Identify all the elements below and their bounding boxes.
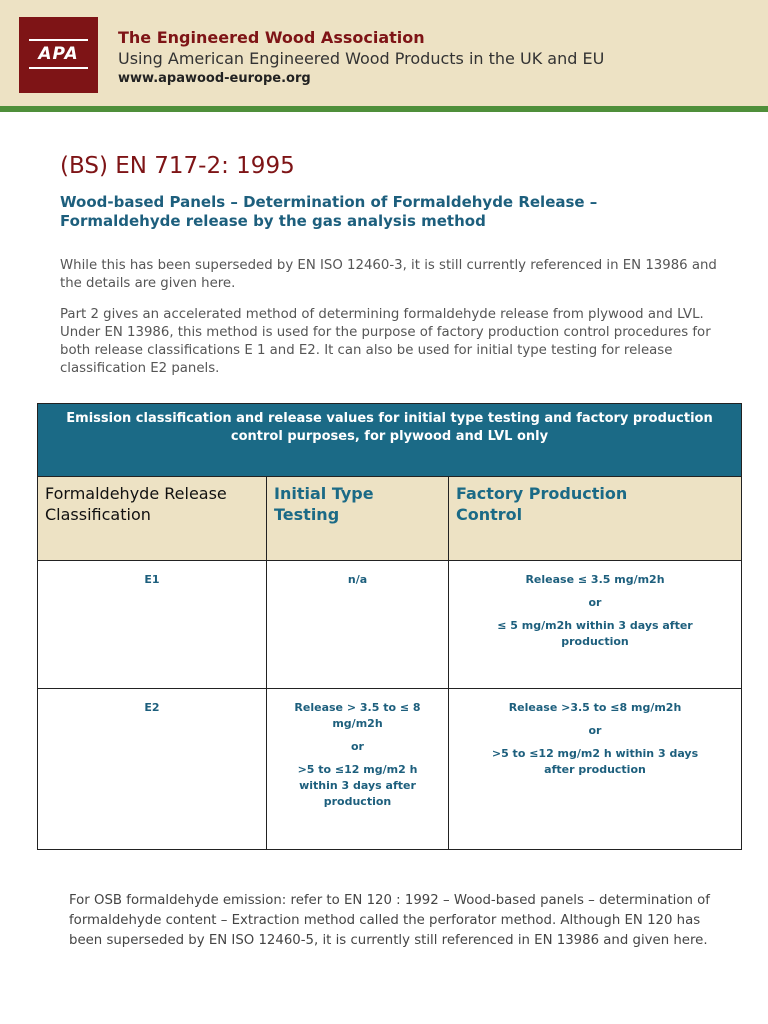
table-row-e1-classification (38, 572, 266, 595)
osb-note-paragraph: For OSB formaldehyde emission: refer to EN 120 : 1992 – Wood-based panels – determination of formaldehyde content – Extraction method called the perforator method. Although EN 120 has been superseded by EN ISO 12460-5, it is currently still referenced in EN 13986 and given here. (69, 893, 710, 948)
logo-top-rule (29, 39, 88, 41)
cell-text: E1 (144, 573, 160, 586)
cell-text: or (351, 740, 364, 753)
document-subtitle: Wood-based Panels – Determination of Formaldehyde Release – Formaldehyde release by the gas analysis method (60, 193, 598, 230)
cell-text: Release > 3.5 to ≤ 8 mg/m2h (294, 701, 421, 730)
cell-text: or (588, 724, 602, 737)
cell-text: or (588, 596, 602, 609)
row-divider (38, 688, 741, 689)
header-factory-production-control: Factory Production Control (456, 484, 628, 524)
column-divider (448, 476, 449, 850)
header-divider (0, 106, 768, 112)
organization-tagline: Using American Engineered Wood Products in the UK and EU (118, 49, 605, 68)
cell-text: Release >3.5 to ≤8 mg/m2h (508, 701, 682, 714)
cell-text: Release ≤ 3.5 mg/m2h (525, 573, 665, 586)
intro-paragraph: While this has been superseded by EN ISO 12460-3, it is still currently referenced in EN 13986 and the details are given here. (60, 258, 717, 291)
cell-text: n/a (347, 573, 368, 586)
row-divider (38, 560, 741, 561)
document-title: (BS) EN 717-2: 1995 (60, 153, 295, 179)
table-row-e1-initial (267, 572, 448, 595)
method-paragraph: Part 2 gives an accelerated method of determining formaldehyde release from plywood and LVL. Under EN 13986, this method is used for the purpose of factory production control procedures for both release classifications E 1 and E2. It can also be used for initial type testing for release classification E2 panels. (60, 307, 711, 376)
emission-table (37, 403, 742, 850)
header-classification: Formaldehyde Release Classification (45, 484, 227, 524)
table-caption: Emission classification and release values for initial type testing and factory production control purposes, for plywood and LVL only (38, 404, 741, 476)
logo-text: APA (38, 44, 79, 64)
table-row-e1-fpc (449, 572, 741, 657)
page-header (0, 0, 768, 106)
table-row-e2-classification (38, 700, 266, 723)
table-row-e2-initial (267, 700, 448, 817)
logo-bottom-rule (29, 67, 88, 69)
cell-text: >5 to ≤12 mg/m2 h within 3 days after production (491, 747, 699, 776)
apa-logo (19, 17, 98, 93)
cell-text: E2 (144, 701, 160, 714)
table-header-row (38, 476, 741, 560)
table-row-e2-fpc (449, 700, 741, 785)
cell-text: ≤ 5 mg/m2h within 3 days after production (497, 619, 693, 648)
cell-text: >5 to ≤12 mg/m2 h within 3 days after production (297, 763, 418, 808)
header-initial-type-testing: Initial Type Testing (274, 484, 374, 524)
organization-name: The Engineered Wood Association (118, 28, 425, 47)
website-url[interactable]: www.apawood-europe.org (118, 71, 311, 86)
